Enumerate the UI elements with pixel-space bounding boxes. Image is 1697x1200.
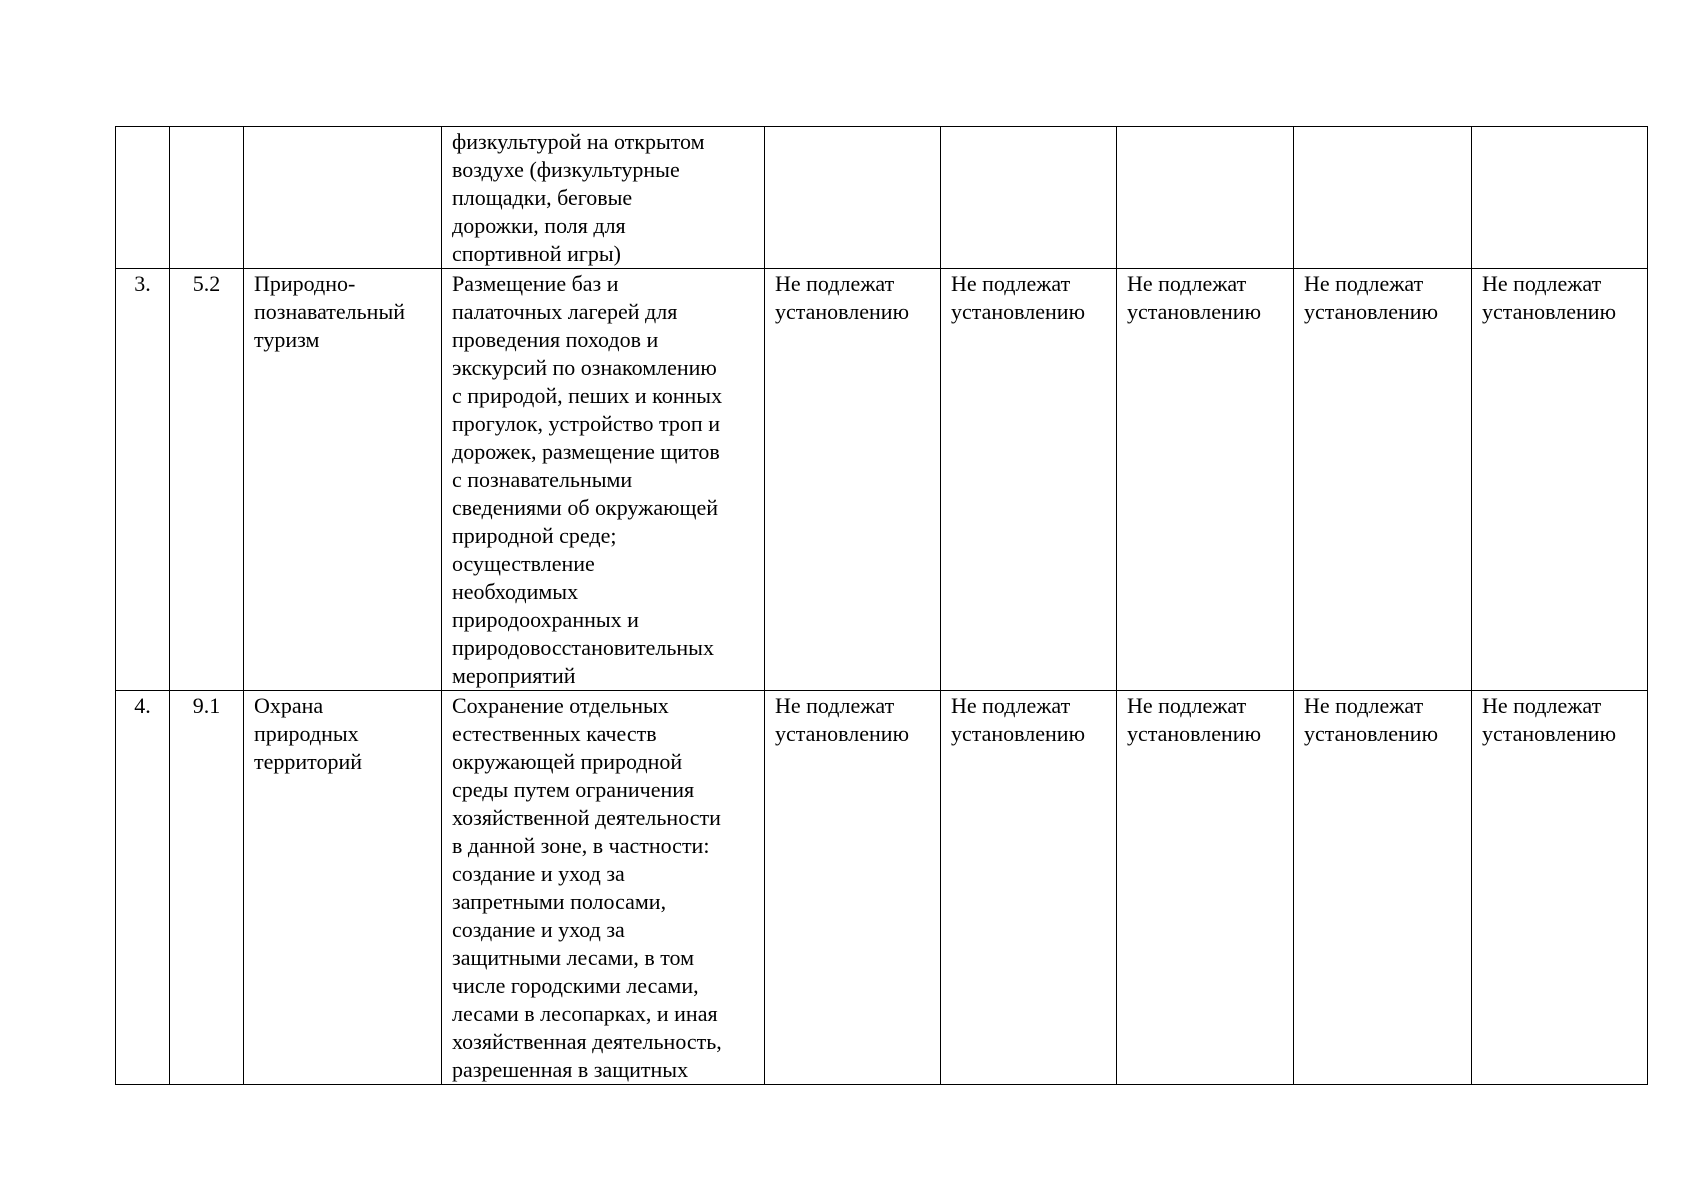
- table-row: [116, 269, 1648, 691]
- parameter-cell: Не подлежат установлению: [1472, 269, 1648, 691]
- use-description-cell: Размещение баз и палаточных лагерей для проведения походов и экскурсий по ознакомлению с природой, пеших и конных прогулок, устройство троп и дорожек, размещение щитов с познавательными сведениями об окружающей природной среде; осуществление необходимых природоохранных и природовосстановительных мероприятий: [442, 269, 765, 691]
- parameter-cell: [941, 127, 1117, 269]
- land-use-table: [115, 126, 1648, 1085]
- parameter-cell: Не подлежат установлению: [1117, 691, 1294, 1085]
- use-code-cell: 9.1: [170, 691, 244, 1085]
- use-name-cell: Природно- познавательный туризм: [244, 269, 442, 691]
- parameter-cell: Не подлежат установлению: [1117, 269, 1294, 691]
- parameter-cell: Не подлежат установлению: [765, 691, 941, 1085]
- parameter-cell: [1294, 127, 1472, 269]
- parameter-cell: Не подлежат установлению: [765, 269, 941, 691]
- row-number-cell: 4.: [116, 691, 170, 1085]
- parameter-cell: [1117, 127, 1294, 269]
- use-description-cell: физкультурой на открытом воздухе (физкультурные площадки, беговые дорожки, поля для спортивной игры): [442, 127, 765, 269]
- table-row-continuation: [116, 127, 1648, 269]
- row-number-cell: 3.: [116, 269, 170, 691]
- table-row: [116, 691, 1648, 1085]
- use-name-cell: [244, 127, 442, 269]
- row-number-cell: [116, 127, 170, 269]
- parameter-cell: Не подлежат установлению: [1294, 691, 1472, 1085]
- use-description-cell: Сохранение отдельных естественных качеств окружающей природной среды путем ограничения хозяйственной деятельности в данной зоне, в частности: создание и уход за запретными полосами, создание и уход за защитными лесами, в том числе городскими лесами, лесами в лесопарках, и иная хозяйственная деятельность, разрешенная в защитных: [442, 691, 765, 1085]
- parameter-cell: [1472, 127, 1648, 269]
- use-name-cell: Охрана природных территорий: [244, 691, 442, 1085]
- use-code-cell: [170, 127, 244, 269]
- parameter-cell: Не подлежат установлению: [1472, 691, 1648, 1085]
- parameter-cell: Не подлежат установлению: [941, 269, 1117, 691]
- use-code-cell: 5.2: [170, 269, 244, 691]
- parameter-cell: Не подлежат установлению: [1294, 269, 1472, 691]
- parameter-cell: [765, 127, 941, 269]
- parameter-cell: Не подлежат установлению: [941, 691, 1117, 1085]
